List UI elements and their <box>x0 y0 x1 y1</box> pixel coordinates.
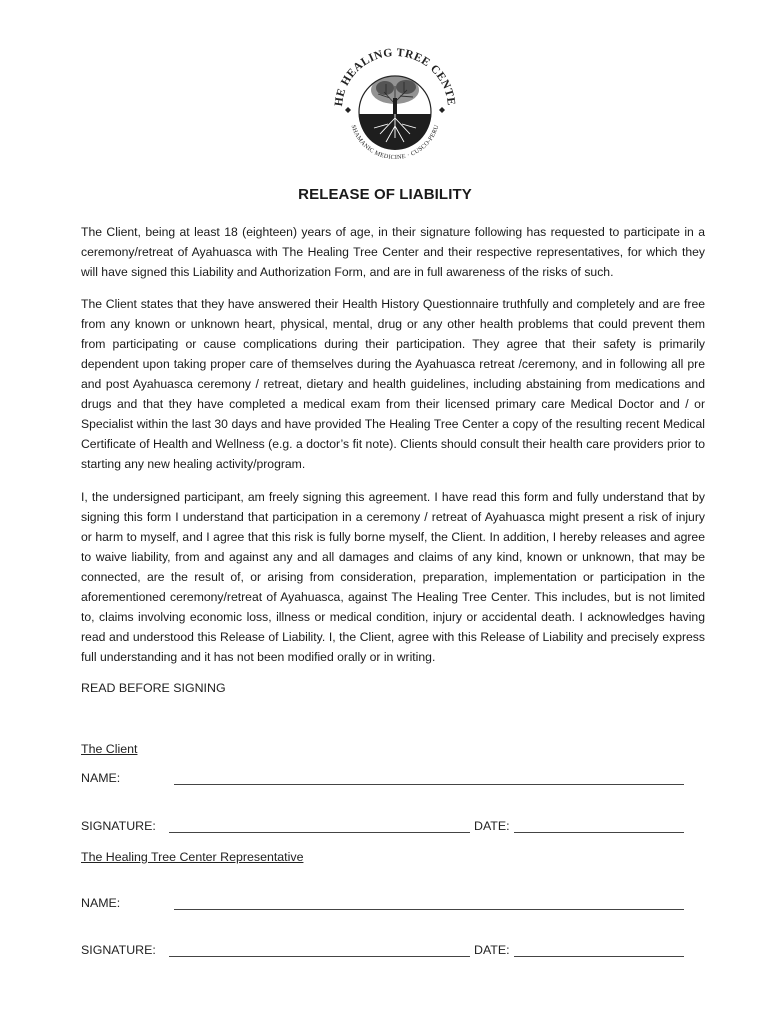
client-date-field[interactable] <box>514 832 684 833</box>
rep-signature-field[interactable] <box>169 956 470 957</box>
read-before-signing: READ BEFORE SIGNING <box>81 681 226 695</box>
client-section-heading: The Client <box>81 742 138 756</box>
logo-top-text: HE HEALING TREE CENTE <box>332 46 457 108</box>
client-signature-field[interactable] <box>169 832 470 833</box>
rep-date-label: DATE: <box>474 943 510 957</box>
client-name-field[interactable] <box>174 784 684 785</box>
document-title: RELEASE OF LIABILITY <box>298 186 472 203</box>
paragraph-health-statement: The Client states that they have answered their Health History Questionnaire truthfully and completely and are free from any known or unknown heart, physical, mental, drug or any other health problems that could prevent them from participating or cause complications during their participation. They agree that their safety is primarily dependent upon taking proper care of themselves during the Ayahuasca retreat /ceremony, and in following all pre and post Ayahuasca ceremony / retreat, dietary and health guidelines, including abstaining from medications and drugs and that they have completed a medical exam from their licensed primary care Medical Doctor and / or Specialist within the last 30 days and have provided The Healing Tree Center a copy of the resulting recent Medical Certificate of Health and Wellness (e.g. a doctor’s fit note). Clients should consult their health care providers prior to starting any new healing activity/program. <box>81 297 705 471</box>
rep-name-field[interactable] <box>174 909 684 910</box>
rep-section-heading: The Healing Tree Center Representative <box>81 850 304 864</box>
client-signature-label: SIGNATURE: <box>81 819 156 833</box>
rep-date-field[interactable] <box>514 956 684 957</box>
rep-signature-label: SIGNATURE: <box>81 943 156 957</box>
healing-tree-logo <box>328 42 462 176</box>
client-name-label: NAME: <box>81 771 121 785</box>
rep-name-label: NAME: <box>81 896 121 910</box>
logo-bottom-text: SHAMANIC MEDICINE · CUSCO-PERU <box>349 123 441 162</box>
paragraph-release-agreement: I, the undersigned participant, am freely signing this agreement. I have read this form and fully understand that by signing this form I understand that participation in a ceremony / retreat of Ayahuasca might present a risk of injury or harm to myself, and I agree that this risk is fully borne myself, the Client. In addition, I hereby releases and agree to waive liability, from and against any and all damages and claims of any kind, known or unknown, that may be connected, are the result of, or arising from consideration, preparation, implementation or participation in the aforementioned ceremony/retreat of Ayahuasca, against The Healing Tree Center. This includes, but is not limited to, claims involving economic loss, illness or medical condition, injury or accidental death. I acknowledges having read and understood this Release of Liability. I, the Client, agree with this Release of Liability and precisely express full understanding and it has not been modified orally or in writing. <box>81 490 705 664</box>
paragraph-client-request: The Client, being at least 18 (eighteen) years of age, in their signature following has requested to participate in a ceremony/retreat of Ayahuasca with The Healing Tree Center and their respective representatives, for which they will have signed this Liability and Authorization Form, and are in full awareness of the risks of such. <box>81 225 705 279</box>
client-date-label: DATE: <box>474 819 510 833</box>
